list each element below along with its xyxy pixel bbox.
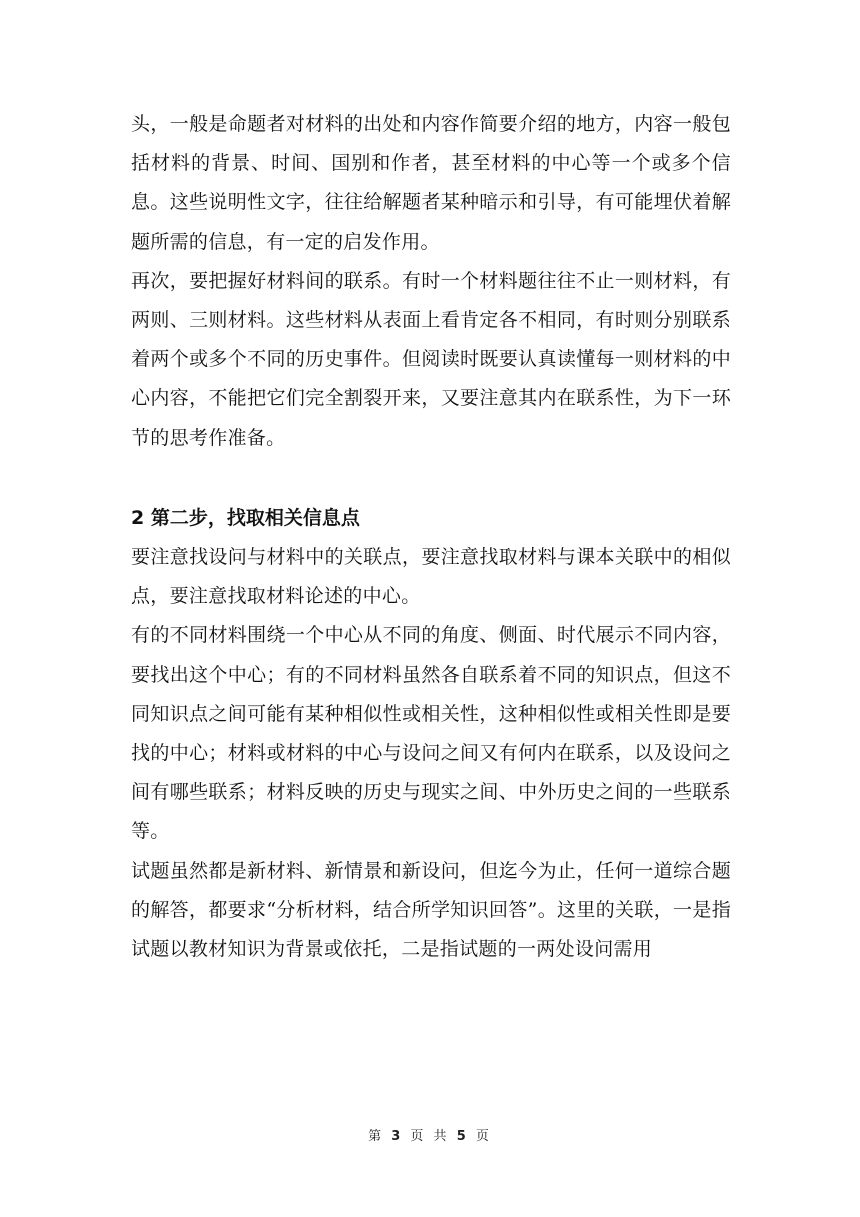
section-heading: 2 第二步，找取相关信息点 (131, 506, 360, 529)
body-paragraph: 试题虽然都是新材料、新情景和新设问，但迄今为止，任何一道综合题的解答，都要求“分析材料，结合所学知识回答”。这里的关联，一是指试题以教材知识为背景或依托，二是指试题的一两处设问需用 (131, 859, 731, 961)
body-paragraph: 要注意找设问与材料中的关联点，要注意找取材料与课本关联中的相似点，要注意找取材料论述的中心。 (131, 546, 731, 608)
total-page-count: 5 (456, 1129, 469, 1144)
footer-prefix: 第 (368, 1129, 385, 1144)
body-paragraph: 头，一般是命题者对材料的出处和内容作简要介绍的地方，内容一般包括材料的背景、时间、国别和作者，甚至材料的中心等一个或多个信息。这些说明性文字，往往给解题者某种暗示和引导，有可能埋伏着解题所需的信息，有一定的启发作用。 (131, 113, 731, 253)
footer-middle: 页 共 (410, 1129, 450, 1144)
body-paragraph: 再次，要把握好材料间的联系。有时一个材料题往往不止一则材料，有两则、三则材料。这些材料从表面上看肯定各不相同，有时则分别联系着两个或多个不同的历史事件。但阅读时既要认真读懂每一则材料的中心内容，不能把它们完全割裂开来，又要注意其内在联系性，为下一环节的思考作准备。 (131, 269, 731, 449)
page-footer (0, 1125, 860, 1144)
page-body (131, 105, 731, 969)
footer-suffix: 页 (475, 1129, 492, 1144)
current-page-number: 3 (391, 1129, 404, 1144)
body-paragraph: 有的不同材料围绕一个中心从不同的角度、侧面、时代展示不同内容，要找出这个中心；有的不同材料虽然各自联系着不同的知识点，但这不同知识点之间可能有某种相似性或相关性，这种相似性或相关性即是要找的中心；材料或材料的中心与设问之间又有何内在联系，以及设问之间有哪些联系；材料反映的历史与现实之间、中外历史之间的一些联系等。 (131, 624, 731, 843)
